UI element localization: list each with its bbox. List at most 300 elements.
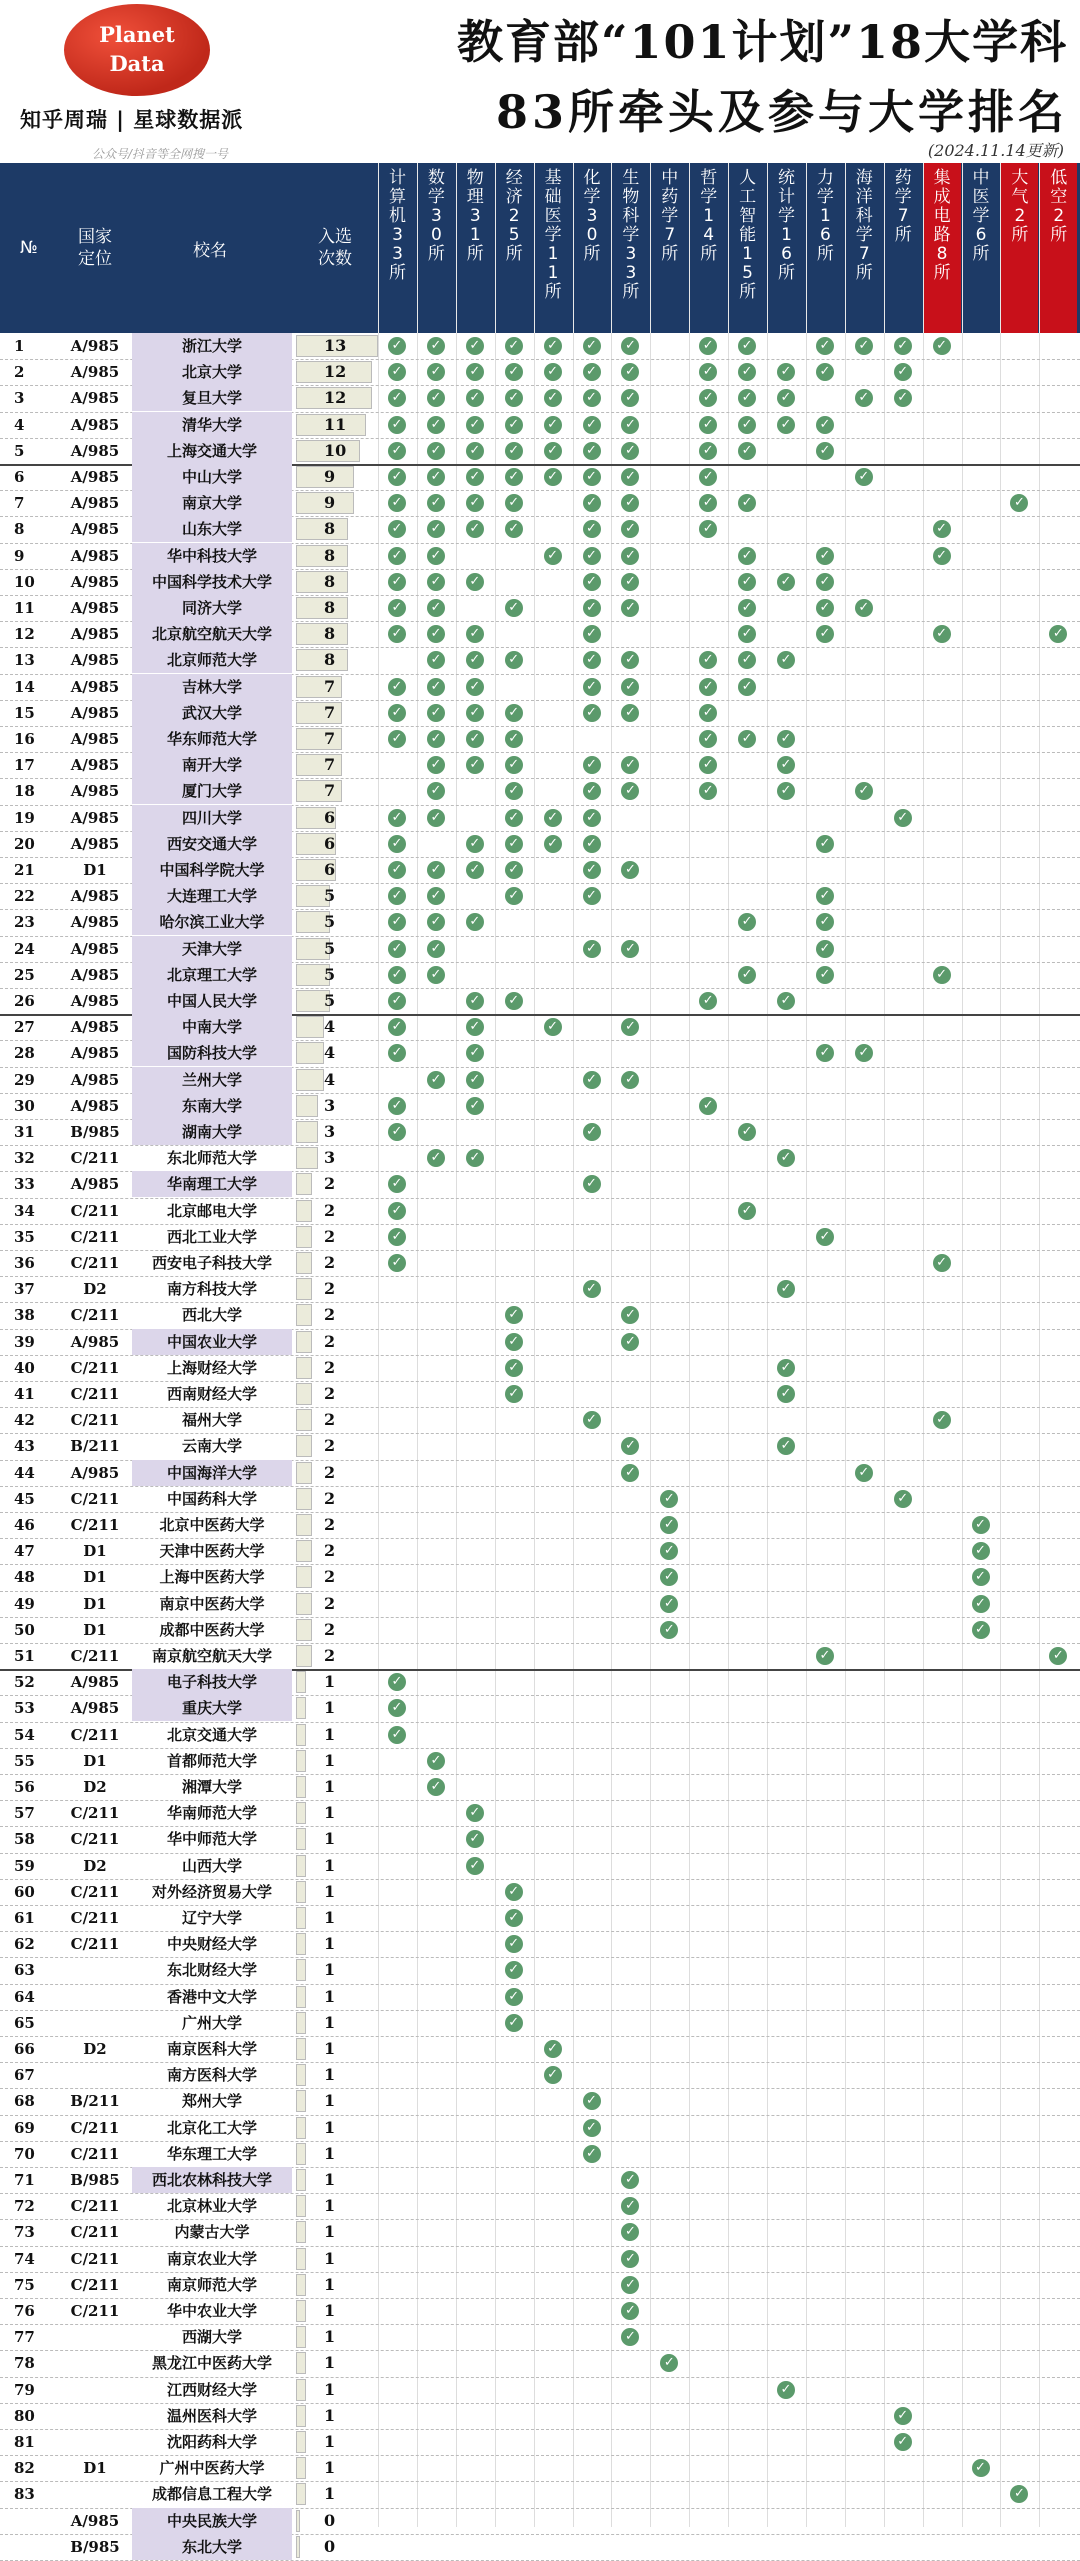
row-count	[296, 1488, 376, 1510]
row-position: A/985	[70, 337, 120, 355]
subject-header	[728, 163, 766, 333]
row-position: B/211	[70, 1437, 120, 1456]
row-university-name: 南京大学	[132, 490, 292, 516]
check-icon: ✓	[583, 337, 601, 355]
check-icon: ✓	[466, 835, 484, 853]
row-university-name: 东北财经大学	[166, 1961, 257, 1980]
check-icon: ✓	[972, 1516, 990, 1534]
row-count	[296, 2352, 376, 2374]
row-count	[296, 1462, 376, 1484]
count-bar	[296, 1462, 312, 1484]
row-count	[296, 1933, 376, 1955]
check-icon: ✓	[505, 1935, 523, 1953]
table-row	[0, 1198, 1080, 1224]
row-count	[296, 1147, 376, 1169]
check-icon: ✓	[738, 442, 756, 460]
row-number: 46	[14, 1516, 35, 1534]
check-icon: ✓	[894, 809, 912, 827]
row-count	[296, 2405, 376, 2427]
row-count	[296, 1042, 376, 1064]
check-icon: ✓	[933, 966, 951, 984]
check-icon: ✓	[466, 730, 484, 748]
table-row	[0, 2324, 1080, 2350]
row-number	[14, 2508, 44, 2534]
check-icon: ✓	[427, 678, 445, 696]
count-number: 5	[324, 991, 336, 1010]
check-icon: ✓	[699, 756, 717, 774]
check-icon: ✓	[660, 1516, 678, 1534]
count-number: 4	[324, 1017, 336, 1037]
row-number: 51	[14, 1647, 35, 1665]
subject-label: 生物科学33所	[622, 168, 640, 302]
table-row	[0, 2377, 1080, 2403]
row-count	[296, 1304, 376, 1326]
row-position	[62, 2324, 128, 2350]
subject-label: 力学16所	[816, 168, 834, 264]
check-icon: ✓	[505, 809, 523, 827]
row-university-name: 香港中文大学	[166, 1987, 257, 2006]
row-count	[296, 780, 376, 802]
row-number: 62	[14, 1935, 35, 1954]
row-count	[296, 1435, 376, 1457]
count-number: 7	[324, 702, 336, 722]
count-number: 9	[324, 467, 336, 486]
row-university-name: 内蒙古大学	[174, 2223, 250, 2242]
row-number: 15	[14, 703, 35, 722]
check-icon: ✓	[699, 416, 717, 434]
check-icon: ✓	[621, 2197, 639, 2215]
table-row	[0, 1564, 1080, 1590]
check-icon: ✓	[660, 1621, 678, 1639]
row-number: 37	[14, 1280, 35, 1299]
row-count	[296, 1697, 376, 1719]
check-icon: ✓	[583, 1071, 601, 1089]
check-icon: ✓	[388, 861, 406, 879]
row-number: 25	[14, 965, 35, 984]
check-icon: ✓	[505, 2014, 523, 2032]
subject-label: 药学7所	[894, 168, 912, 245]
count-number: 8	[324, 571, 336, 591]
planet-data-logo	[64, 4, 210, 96]
row-university-name: 四川大学	[132, 805, 292, 831]
row-university-name: 北京化工大学	[166, 2118, 257, 2137]
check-icon: ✓	[466, 678, 484, 696]
check-icon: ✓	[544, 809, 562, 827]
check-icon: ✓	[583, 704, 601, 722]
table-row	[0, 936, 1080, 962]
row-position: C/211	[70, 1201, 120, 1220]
count-number: 0	[324, 2536, 336, 2556]
count-number: 7	[324, 729, 336, 748]
count-bar	[296, 2300, 306, 2322]
count-number: 7	[324, 755, 336, 775]
count-number: 1	[324, 1777, 336, 1796]
row-university-name: 西湖大学	[181, 2328, 242, 2347]
table-row	[0, 778, 1080, 804]
check-icon: ✓	[427, 547, 445, 565]
check-icon: ✓	[583, 599, 601, 617]
row-university-name: 北京理工大学	[132, 962, 292, 988]
subject-header	[417, 163, 455, 333]
row-position: A/985	[70, 520, 120, 539]
subject-header	[650, 163, 688, 333]
table-row	[0, 359, 1080, 385]
subject-label: 基础医学11所	[544, 168, 562, 302]
row-count	[296, 702, 376, 724]
check-icon: ✓	[699, 782, 717, 800]
row-position	[62, 2481, 128, 2507]
check-icon: ✓	[505, 442, 523, 460]
row-count	[296, 2064, 376, 2086]
row-number: 35	[14, 1227, 35, 1246]
check-icon: ✓	[816, 1044, 834, 1062]
row-number: 26	[14, 992, 35, 1010]
row-count	[296, 1357, 376, 1379]
row-university-name: 华东理工大学	[166, 2144, 257, 2163]
subject-header	[806, 163, 844, 333]
check-icon: ✓	[505, 1385, 523, 1403]
row-university-name: 云南大学	[181, 1437, 242, 1456]
row-position: A/985	[70, 1096, 120, 1115]
subject-header	[689, 163, 727, 333]
check-icon: ✓	[738, 337, 756, 355]
row-position: A/985	[70, 599, 120, 617]
check-icon: ✓	[1049, 1647, 1067, 1665]
check-icon: ✓	[505, 1883, 523, 1901]
count-bar	[296, 597, 348, 619]
row-number: 32	[14, 1149, 35, 1168]
row-position: C/211	[70, 2249, 120, 2268]
row-university-name: 南京航空航天大学	[151, 1647, 272, 1665]
check-icon: ✓	[583, 1411, 601, 1429]
row-number: 1	[14, 337, 25, 355]
row-position: C/211	[70, 1935, 120, 1954]
row-position: A/985	[70, 1699, 120, 1718]
count-number: 1	[324, 2170, 336, 2189]
count-number: 5	[324, 964, 336, 984]
check-icon: ✓	[699, 468, 717, 486]
table-row	[0, 752, 1080, 778]
table-row	[0, 962, 1080, 988]
logo-line1: Planet	[99, 22, 175, 47]
table-row	[0, 543, 1080, 569]
row-number: 54	[14, 1725, 35, 1744]
check-icon: ✓	[583, 678, 601, 696]
row-position: A/985	[70, 1332, 120, 1351]
check-icon: ✓	[816, 573, 834, 591]
row-position: A/985	[70, 1018, 120, 1037]
check-icon: ✓	[466, 363, 484, 381]
count-bar	[296, 2012, 306, 2034]
check-icon: ✓	[621, 756, 639, 774]
check-icon: ✓	[388, 1202, 406, 1220]
row-number: 50	[14, 1620, 35, 1639]
row-count	[296, 361, 376, 383]
check-icon: ✓	[388, 363, 406, 381]
check-icon: ✓	[738, 1123, 756, 1141]
row-number: 61	[14, 1909, 35, 1927]
row-number: 5	[14, 441, 25, 460]
count-number: 2	[324, 1646, 336, 1665]
row-university-name: 南开大学	[132, 752, 292, 778]
count-number: 6	[324, 807, 336, 827]
row-number: 55	[14, 1751, 35, 1770]
count-number: 1	[324, 1855, 336, 1875]
check-icon: ✓	[388, 704, 406, 722]
row-count	[296, 1986, 376, 2008]
check-icon: ✓	[816, 1647, 834, 1665]
check-icon: ✓	[505, 756, 523, 774]
subject-header	[456, 163, 494, 333]
check-icon: ✓	[505, 992, 523, 1010]
row-position: A/985	[70, 1175, 120, 1194]
count-number: 6	[324, 833, 336, 853]
count-number: 2	[324, 1200, 336, 1220]
check-icon: ✓	[621, 416, 639, 434]
check-icon: ✓	[505, 651, 523, 669]
row-count	[296, 1750, 376, 1772]
count-number: 8	[324, 519, 336, 539]
row-count	[296, 1776, 376, 1798]
count-bar	[296, 1566, 312, 1588]
table-row	[0, 1538, 1080, 1564]
check-icon: ✓	[505, 1333, 523, 1351]
row-count	[296, 807, 376, 829]
count-bar	[296, 545, 348, 567]
count-number: 9	[324, 493, 336, 513]
row-number: 7	[14, 494, 25, 513]
check-icon: ✓	[427, 363, 445, 381]
table-row	[0, 1748, 1080, 1774]
check-icon: ✓	[427, 416, 445, 434]
count-bar	[296, 1069, 324, 1091]
count-number: 1	[324, 2222, 336, 2242]
row-count	[296, 2248, 376, 2270]
count-bar	[296, 1488, 312, 1510]
row-count	[296, 2169, 376, 2191]
check-icon: ✓	[427, 1778, 445, 1796]
table-row	[0, 1407, 1080, 1433]
count-bar	[296, 1828, 306, 1850]
row-count	[296, 1645, 376, 1667]
check-icon: ✓	[427, 442, 445, 460]
check-icon: ✓	[505, 861, 523, 879]
row-position	[62, 1957, 128, 1983]
count-bar	[296, 1671, 306, 1693]
check-icon: ✓	[505, 389, 523, 407]
table-row	[0, 2246, 1080, 2272]
row-count	[296, 335, 376, 357]
row-university-name: 江西财经大学	[166, 2380, 257, 2399]
count-number: 7	[324, 781, 336, 801]
check-icon: ✓	[621, 468, 639, 486]
check-icon: ✓	[427, 468, 445, 486]
check-icon: ✓	[544, 442, 562, 460]
count-number: 2	[324, 1567, 336, 1587]
check-icon: ✓	[583, 625, 601, 643]
table-row	[0, 1433, 1080, 1459]
check-icon: ✓	[583, 494, 601, 512]
check-icon: ✓	[855, 599, 873, 617]
row-count	[296, 938, 376, 960]
row-count	[296, 1226, 376, 1248]
check-icon: ✓	[544, 2066, 562, 2084]
row-count	[296, 1855, 376, 1877]
check-icon: ✓	[583, 547, 601, 565]
row-count	[296, 2536, 376, 2558]
row-count	[296, 440, 376, 462]
row-count	[296, 2483, 376, 2505]
row-position: A/985	[70, 468, 120, 486]
check-icon: ✓	[505, 1988, 523, 2006]
row-number: 57	[14, 1804, 35, 1823]
row-university-name: 东南大学	[132, 1093, 292, 1119]
count-number: 5	[324, 886, 336, 906]
row-university-name: 黑龙江中医药大学	[151, 2354, 272, 2373]
check-icon: ✓	[583, 2145, 601, 2163]
count-bar	[296, 2064, 306, 2086]
check-icon: ✓	[660, 1595, 678, 1613]
count-bar	[296, 1959, 306, 1981]
row-count	[296, 414, 376, 436]
row-number: 81	[14, 2433, 35, 2451]
count-number: 13	[324, 336, 347, 355]
count-bar	[296, 623, 348, 645]
row-count	[296, 1540, 376, 1562]
count-number: 1	[324, 2248, 336, 2268]
row-count	[296, 1671, 376, 1693]
count-number: 2	[324, 1174, 336, 1194]
row-number: 38	[14, 1306, 35, 1325]
row-count	[296, 1016, 376, 1038]
row-university-name: 清华大学	[132, 412, 292, 438]
subject-header	[884, 163, 922, 333]
count-bar	[296, 1776, 306, 1798]
row-position: C/211	[70, 2144, 120, 2163]
count-number: 3	[324, 1095, 336, 1115]
row-position: A/985	[70, 651, 120, 670]
row-count	[296, 1409, 376, 1431]
row-count	[296, 1802, 376, 1824]
count-number: 8	[324, 545, 336, 565]
check-icon: ✓	[388, 992, 406, 1010]
row-count	[296, 1907, 376, 1929]
count-number: 1	[324, 2432, 336, 2451]
check-icon: ✓	[621, 2250, 639, 2268]
row-position: A/985	[70, 913, 120, 932]
check-icon: ✓	[777, 651, 795, 669]
check-icon: ✓	[621, 547, 639, 565]
check-icon: ✓	[621, 2276, 639, 2294]
row-position: A/985	[70, 782, 120, 801]
count-number: 2	[324, 1357, 336, 1377]
table-row	[0, 2141, 1080, 2167]
check-icon: ✓	[583, 835, 601, 853]
count-bar	[296, 2379, 306, 2401]
count-number: 6	[324, 860, 336, 879]
check-icon: ✓	[583, 940, 601, 958]
row-university-name: 复旦大学	[132, 385, 292, 411]
check-icon: ✓	[505, 704, 523, 722]
row-university-name: 西南财经大学	[166, 1385, 257, 1403]
count-number: 1	[324, 2327, 336, 2347]
table-row	[0, 857, 1080, 883]
row-university-name: 武汉大学	[132, 700, 292, 726]
row-university-name: 吉林大学	[132, 674, 292, 700]
row-number: 41	[14, 1385, 35, 1403]
row-university-name: 重庆大学	[132, 1695, 292, 1721]
row-university-name: 南京师范大学	[166, 2275, 257, 2294]
check-icon: ✓	[583, 363, 601, 381]
row-university-name: 中央财经大学	[166, 1935, 257, 1954]
check-icon: ✓	[699, 494, 717, 512]
count-bar	[296, 1750, 306, 1772]
table-row	[0, 988, 1080, 1014]
count-number: 5	[324, 912, 336, 932]
row-number: 23	[14, 913, 35, 932]
row-count	[296, 2090, 376, 2112]
row-university-name: 中国药科大学	[166, 1489, 257, 1508]
row-university-name: 大连理工大学	[132, 883, 292, 909]
row-number: 16	[14, 730, 35, 748]
row-position: A/985	[70, 939, 120, 958]
table-row	[0, 1643, 1080, 1669]
count-number: 1	[324, 2196, 336, 2216]
row-number: 60	[14, 1882, 35, 1901]
check-icon: ✓	[505, 363, 523, 381]
count-number: 3	[324, 1122, 336, 1141]
row-position: A/985	[70, 572, 120, 591]
row-position	[62, 2062, 128, 2088]
table-row	[0, 1067, 1080, 1093]
row-count	[296, 1593, 376, 1615]
table-row	[0, 674, 1080, 700]
check-icon: ✓	[427, 625, 445, 643]
row-count	[296, 728, 376, 750]
count-bar	[296, 1383, 312, 1405]
row-position: D2	[83, 1856, 107, 1875]
row-count	[296, 1383, 376, 1405]
count-number: 7	[324, 676, 336, 696]
check-icon: ✓	[660, 1542, 678, 1560]
subject-label: 化学30所	[583, 168, 601, 264]
row-position	[62, 2010, 128, 2036]
check-icon: ✓	[660, 1568, 678, 1586]
table-row	[0, 1774, 1080, 1800]
subject-label: 人工智能15所	[739, 168, 757, 302]
table-row	[0, 2193, 1080, 2219]
logo-line2: Data	[109, 51, 165, 76]
check-icon: ✓	[583, 1123, 601, 1141]
table-row	[0, 438, 1080, 464]
count-bar	[296, 1619, 312, 1641]
count-number: 2	[324, 1488, 336, 1508]
count-number: 2	[324, 1541, 336, 1561]
row-count	[296, 571, 376, 593]
row-university-name: 华东师范大学	[132, 726, 292, 752]
table-row	[0, 1014, 1080, 1040]
row-university-name: 同济大学	[132, 595, 292, 621]
row-university-name: 北京邮电大学	[166, 1201, 257, 1220]
check-icon: ✓	[894, 389, 912, 407]
check-icon: ✓	[583, 1175, 601, 1193]
row-count	[296, 1514, 376, 1536]
check-icon: ✓	[583, 861, 601, 879]
count-number: 1	[324, 2012, 336, 2032]
check-icon: ✓	[583, 416, 601, 434]
check-icon: ✓	[933, 625, 951, 643]
check-icon: ✓	[466, 992, 484, 1010]
